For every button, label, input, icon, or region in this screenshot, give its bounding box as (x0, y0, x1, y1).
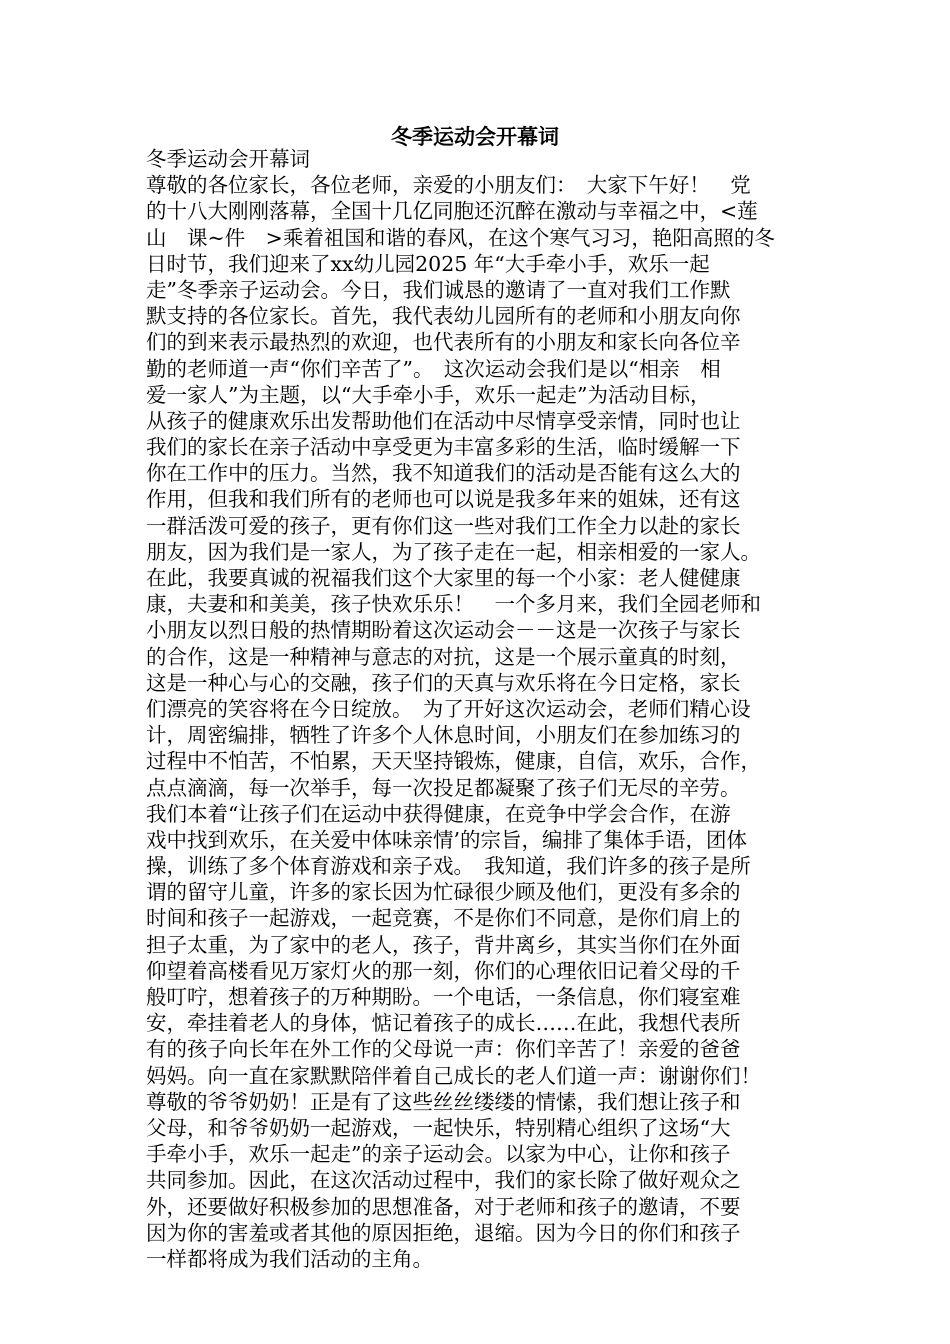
body-line: 外，还要做好积极参加的思想准备，对于老师和孩子的邀请，不要 (146, 1194, 741, 1219)
body-line: 康，夫妻和和美美，孩子快欢乐乐！ 一个多月来，我们全园老师和 (146, 592, 761, 617)
body-line: 一样都将成为我们活动的主角。 (146, 1246, 433, 1271)
body-line: 一群活泼可爱的孩子，更有你们这一些对我们工作全力以赴的家长 (146, 513, 741, 538)
body-line: 手牵小手，欢乐一起走”的亲子运动会。以家为中心，让你和孩子 (146, 1142, 731, 1167)
body-line: 担子太重，为了家中的老人，孩子，背井离乡，其实当你们在外面 (146, 932, 741, 957)
body-line: 般叮咛，想着孩子的万种期盼。一个电话，一条信息，你们寝室难 (146, 985, 741, 1009)
body-line: 勤的老师道一声“你们辛苦了”。 这次运动会我们是以“相亲 相 (146, 356, 721, 381)
body-line: 共同参加。因此，在这次活动过程中，我们的家长除了做好观众之 (146, 1168, 741, 1193)
body-line: 们的到来表示最热烈的欢迎，也代表所有的小朋友和家长向各位辛 (146, 330, 741, 355)
body-line: 因为你的害羞或者其他的原因拒绝，退缩。因为今日的你们和孩子 (146, 1220, 741, 1245)
body-line: 从孩子的健康欢乐出发帮助他们在活动中尽情享受亲情，同时也让 (146, 408, 741, 433)
body-line: 你在工作中的压力。当然，我不知道我们的活动是否能有这么大的 (146, 461, 741, 486)
body-line: 默支持的各位家长。首先，我代表幼儿园所有的老师和小朋友向你 (146, 304, 741, 329)
body-line: 过程中不怕苦，不怕累，天天坚持锻炼，健康，自信，欢乐，合作， (146, 749, 761, 774)
body-line: 朋友，因为我们是一家人，为了孩子走在一起，相亲相爱的一家人。 (146, 539, 761, 564)
body-line: 作用，但我和我们所有的老师也可以说是我多年来的姐妹，还有这 (146, 487, 741, 512)
body-line: 爱一家人”为主题，以“大手牵小手，欢乐一起走”为活动目标， (146, 382, 711, 407)
body-line: 戏中找到欢乐，在关爱中体味亲情’的宗旨，编排了集体手语，团体 (146, 827, 748, 852)
body-line: 安，牵挂着老人的身体，惦记着孩子的成长……在此，我想代表所 (146, 1011, 741, 1036)
body-line: 谓的留守儿童，许多的家长因为忙碌很少顾及他们，更没有多余的 (146, 880, 741, 905)
body-line: 父母，和爷爷奶奶一起游戏，一起快乐，特别精心组织了这场“大 (146, 1115, 731, 1140)
body-line: 仰望着高楼看见万家灯火的那一刻，你们的心理依旧记着父母的千 (146, 958, 741, 983)
body-line: 计，周密编排，牺牲了许多个人休息时间，小朋友们在参加练习的 (146, 723, 741, 748)
body-line: 我们的家长在亲子活动中享受更为丰富多彩的生活，临时缓解一下 (146, 435, 741, 460)
body-line: 的十八大刚刚落幕，全国十几亿同胞还沉醉在激动与幸福之中，<莲 (146, 199, 758, 224)
body-line: 尊敬的爷爷奶奶！正是有了这些丝丝缕缕的情愫，我们想让孩子和 (146, 1089, 741, 1114)
document-title: 冬季运动会开幕词 (391, 125, 559, 149)
body-line: 操，训练了多个体育游戏和亲子戏。 我知道，我们许多的孩子是所 (146, 854, 751, 879)
body-line: 妈妈。向一直在家默默陪伴着自己成长的老人们道一声：谢谢你们！ (146, 1063, 761, 1088)
body-line: 山 课~件 >乘着祖国和谐的春风，在这个寒气习习，艳阳高照的冬 (146, 225, 775, 250)
body-line: 的合作，这是一种精神与意志的对抗，这是一个展示童真的时刻， (146, 644, 741, 669)
body-line: 时间和孩子一起游戏，一起竞赛，不是你们不同意，是你们肩上的 (146, 906, 741, 931)
body-line: 尊敬的各位家长，各位老师，亲爱的小朋友们： 大家下午好！ 党 (146, 173, 751, 198)
body-line: 这是一种心与心的交融，孩子们的天真与欢乐将在今日定格，家长 (146, 670, 741, 695)
body-line: 走”冬季亲子运动会。今日，我们诚恳的邀请了一直对我们工作默 (146, 277, 731, 302)
body-line: 冬季运动会开幕词 (146, 147, 310, 171)
body-line: 我们本着“让孩子们在运动中获得健康，在竞争中学会合作，在游 (146, 801, 731, 826)
body-line: 有的孩子向长年在外工作的父母说一声：你们辛苦了！亲爱的爸爸 (146, 1037, 741, 1062)
body-line: 在此，我要真诚的祝福我们这个大家里的每一个小家：老人健健康 (146, 566, 741, 590)
body-line: 小朋友以烈日般的热情期盼着这次运动会－－这是一次孩子与家长 (146, 618, 741, 643)
body-line: 们漂亮的笑容将在今日绽放。 为了开好这次运动会，老师们精心设 (146, 696, 751, 721)
document-body (146, 146, 806, 1272)
body-line: 点点滴滴，每一次举手，每一次投足都凝聚了孩子们无尽的辛劳。 (146, 775, 741, 800)
body-line: 日时节，我们迎来了xx幼儿园2025 年“大手牵小手，欢乐一起 (146, 251, 710, 276)
